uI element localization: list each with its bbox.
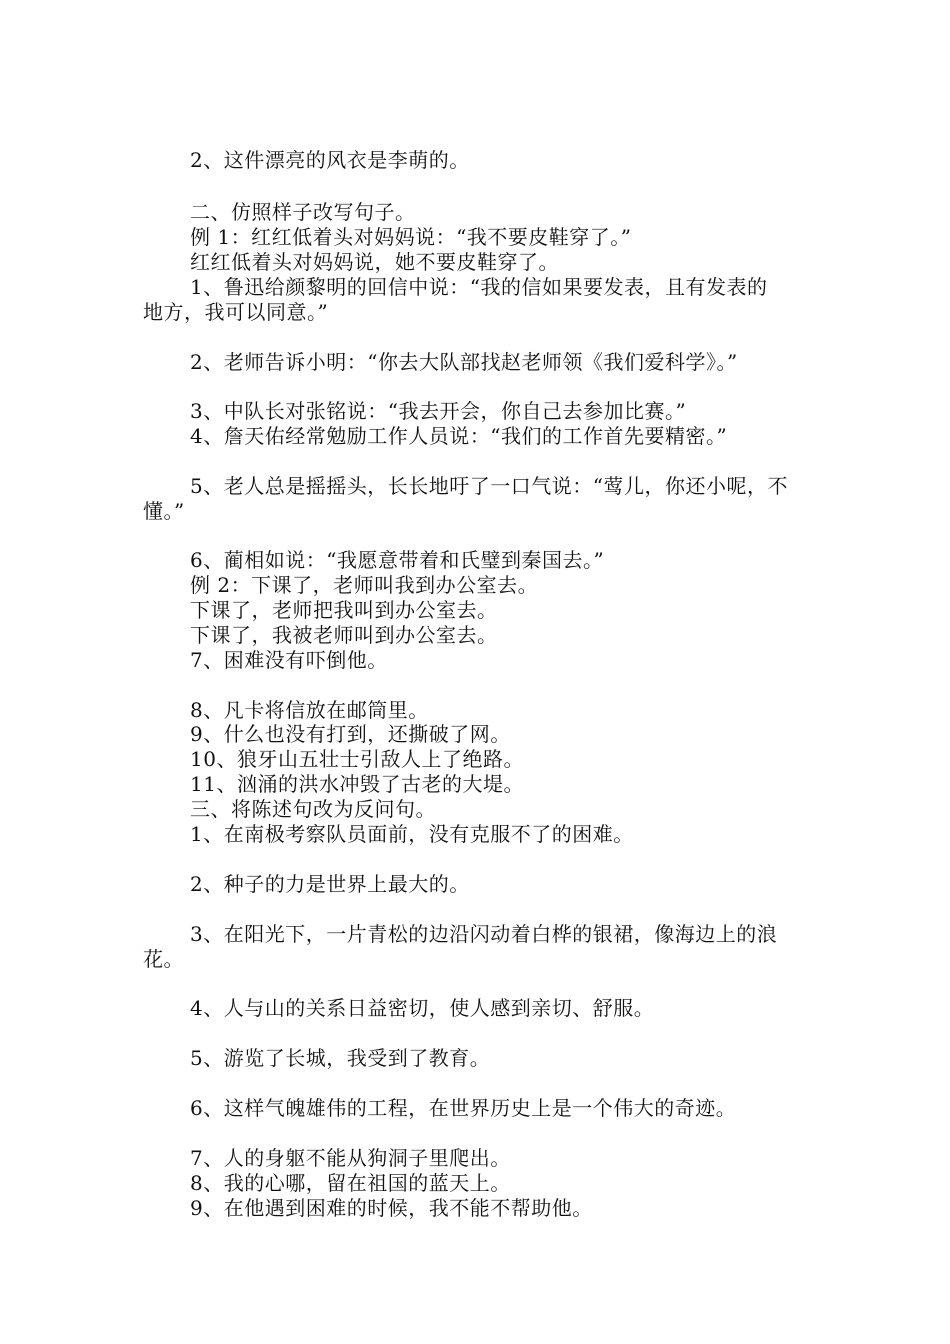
section-heading: 二、仿照样子改写句子。 <box>190 200 416 224</box>
text-line: 例 1：红红低着头对妈妈说：“我不要皮鞋穿了。” <box>190 225 632 249</box>
text-line: 2、老师告诉小明：“你去大队部找赵老师领《我们爱科学》。” <box>190 350 738 374</box>
text-line: 5、老人总是摇摇头，长长地吁了一口气说：“莺儿，你还小呢，不 <box>190 474 788 498</box>
text-line: 9、在他遇到困难的时候，我不能不帮助他。 <box>190 1196 593 1220</box>
text-line: 1、在南极考察队员面前，没有克服不了的困难。 <box>190 822 634 846</box>
text-line: 下课了，我被老师叫到办公室去。 <box>190 623 498 647</box>
text-line: 9、什么也没有打到，还撕破了网。 <box>190 722 511 746</box>
text-line: 10、狼牙山五壮士引敌人上了绝路。 <box>190 747 524 771</box>
text-line: 6、这样气魄雄伟的工程，在世界历史上是一个伟大的奇迹。 <box>190 1096 737 1120</box>
text-line: 7、人的身躯不能从狗洞子里爬出。 <box>190 1146 511 1170</box>
text-line: 花。 <box>143 947 184 971</box>
text-line: 11、汹涌的洪水冲毁了古老的大堤。 <box>190 772 524 796</box>
text-line: 4、詹天佑经常勉励工作人员说：“我们的工作首先要精密。” <box>190 424 728 448</box>
text-line: 地方，我可以同意。” <box>143 300 329 324</box>
text-line: 6、蔺相如说：“我愿意带着和氏璧到秦国去。” <box>190 548 605 572</box>
text-line: 红红低着头对妈妈说，她不要皮鞋穿了。 <box>190 250 559 274</box>
text-line: 懂。” <box>143 499 185 523</box>
text-line: 1、鲁迅给颜黎明的回信中说：“我的信如果要发表，且有发表的 <box>190 275 768 299</box>
text-line: 2、种子的力是世界上最大的。 <box>190 872 470 896</box>
text-line: 4、人与山的关系日益密切，使人感到亲切、舒服。 <box>190 996 655 1020</box>
text-line: 8、我的心哪，留在祖国的蓝天上。 <box>190 1171 511 1195</box>
text-line: 3、中队长对张铭说：“我去开会，你自己去参加比赛。” <box>190 399 687 423</box>
text-line: 3、在阳光下，一片青松的边沿闪动着白桦的银裙，像海边上的浪 <box>190 922 778 946</box>
section-heading: 三、将陈述句改为反问句。 <box>190 797 436 821</box>
text-line: 5、游览了长城，我受到了教育。 <box>190 1046 491 1070</box>
text-line: 例 2：下课了，老师叫我到办公室去。 <box>190 573 539 597</box>
text-line: 8、凡卡将信放在邮筒里。 <box>190 698 429 722</box>
text-line: 2、这件漂亮的风衣是李萌的。 <box>190 148 470 172</box>
text-line: 7、困难没有吓倒他。 <box>190 648 388 672</box>
text-line: 下课了，老师把我叫到办公室去。 <box>190 598 498 622</box>
